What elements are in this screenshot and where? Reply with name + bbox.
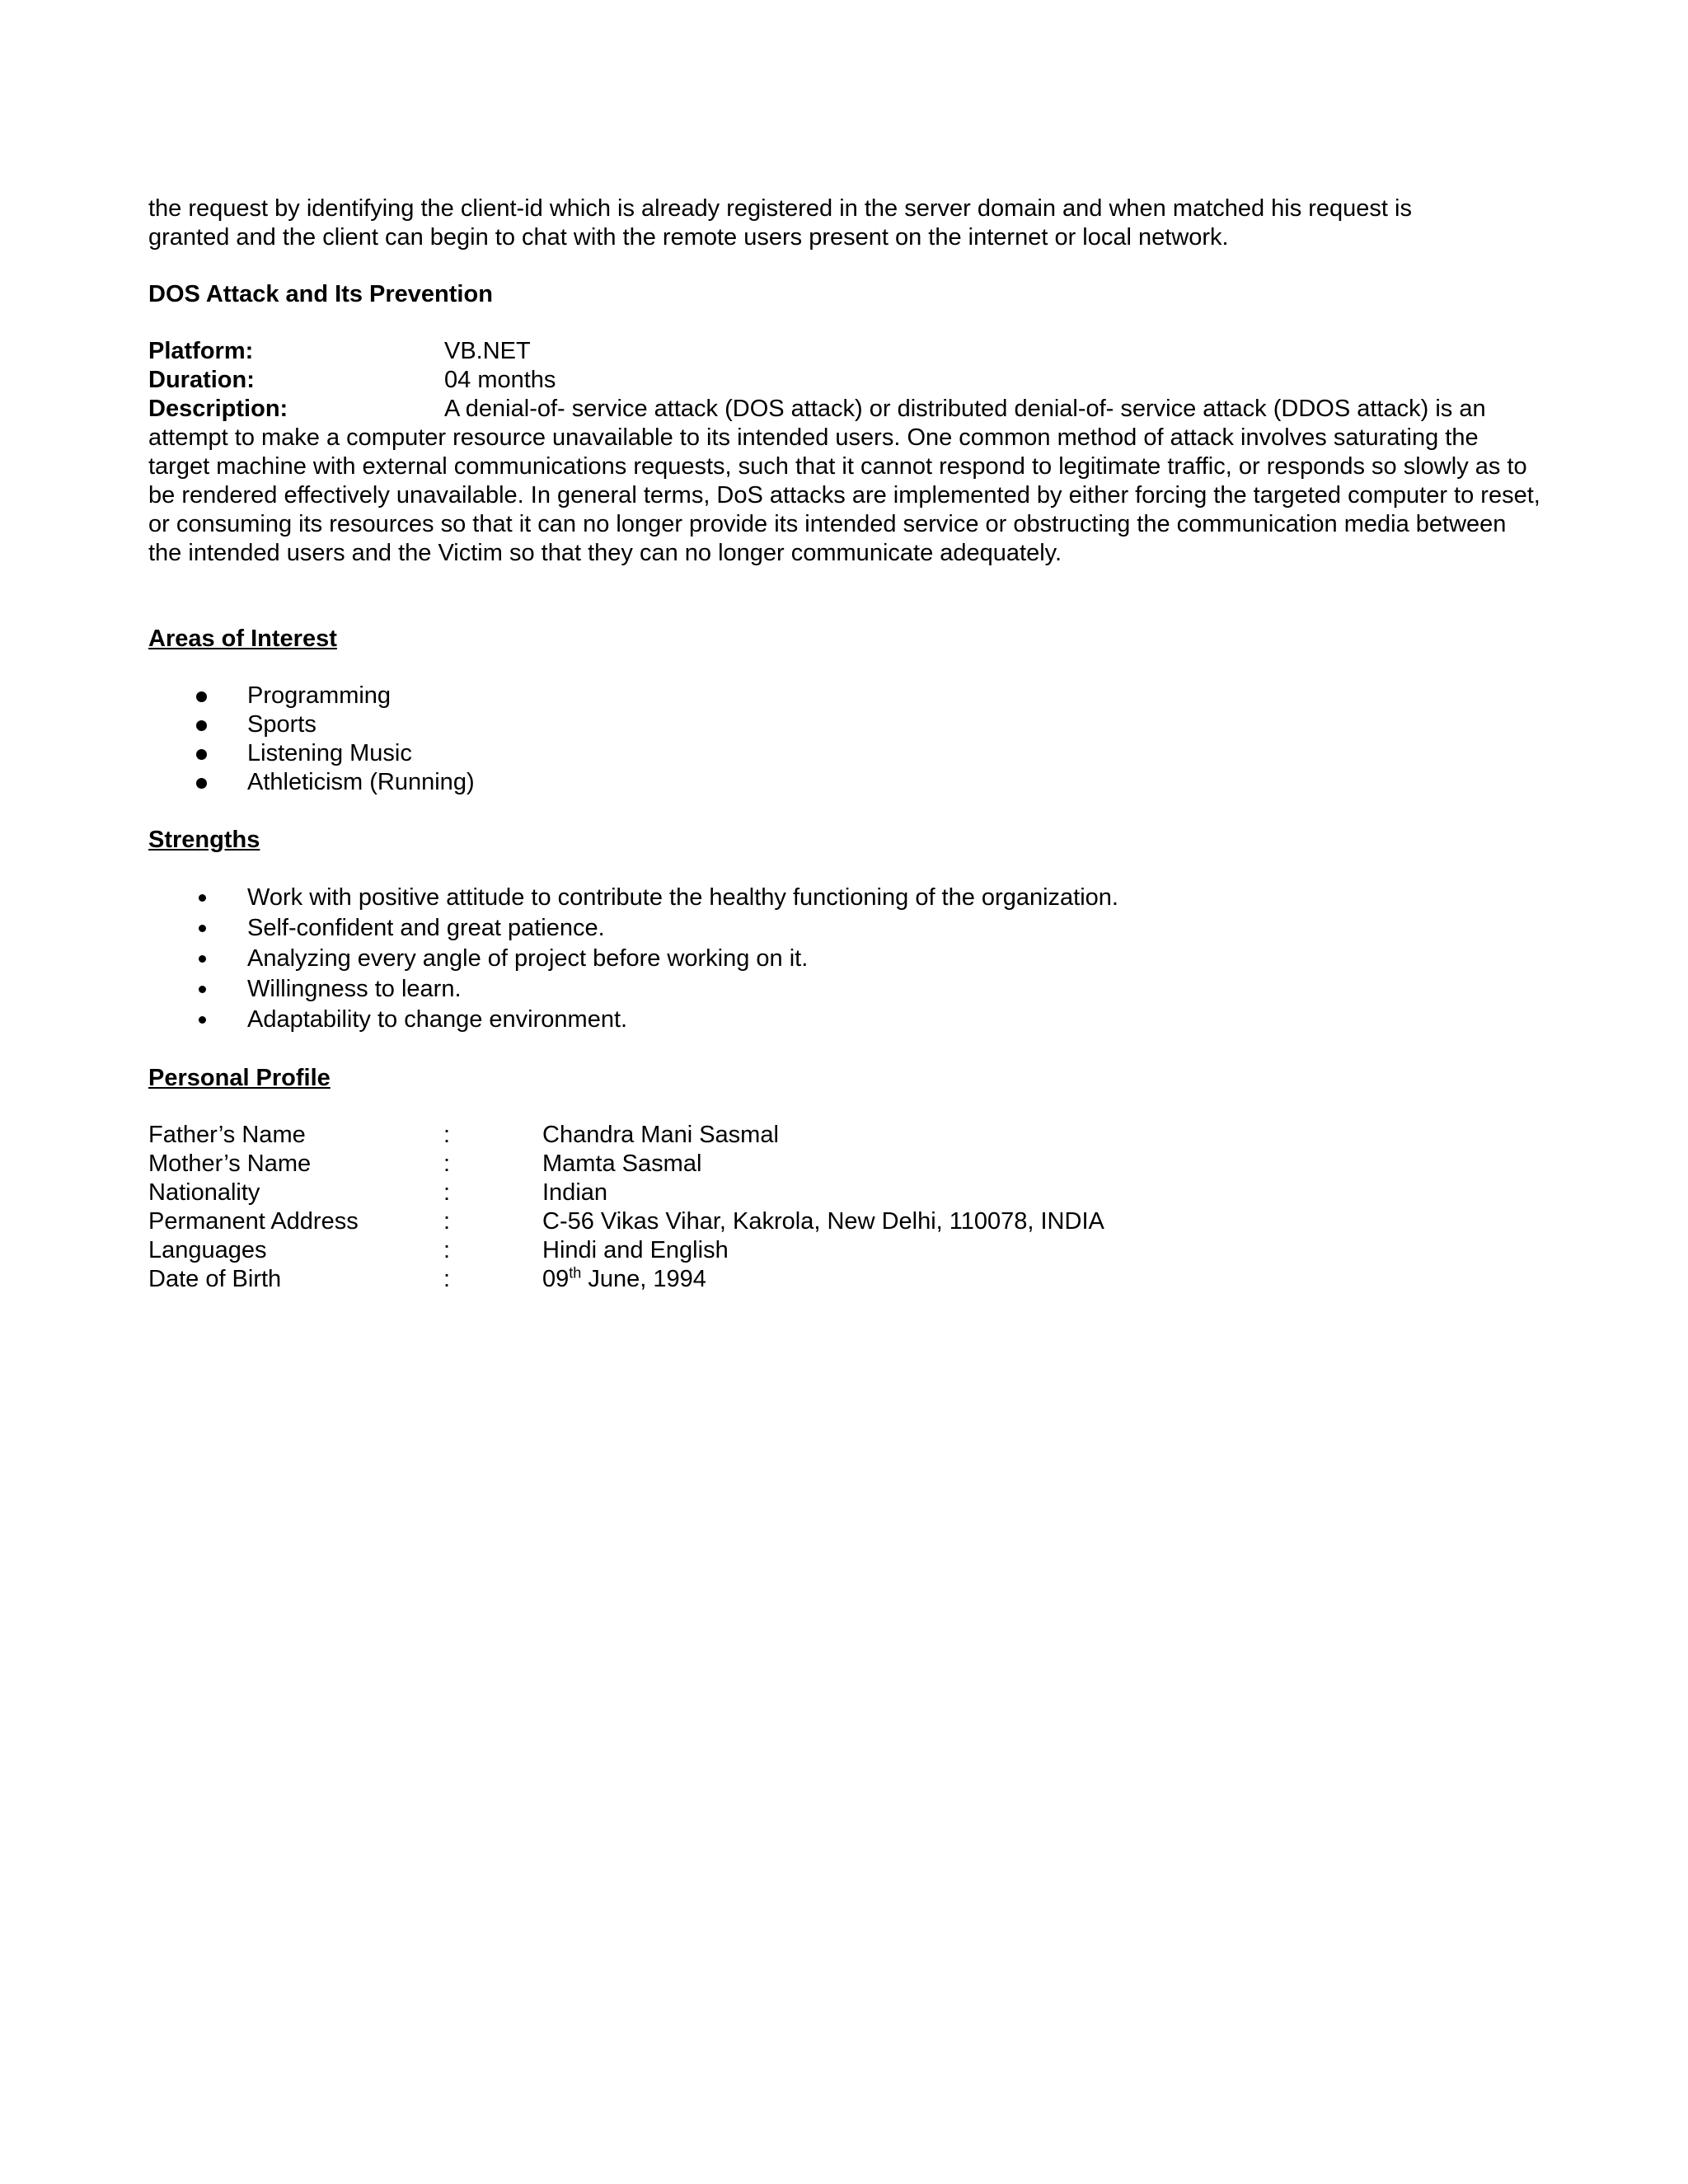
personal-profile-heading: Personal Profile (148, 1065, 331, 1091)
list-item-text: Sports (247, 711, 316, 738)
profile-key: Permanent Address (148, 1208, 359, 1235)
bullet-icon (199, 1016, 206, 1024)
profile-key: Nationality (148, 1179, 260, 1206)
personal-profile-table (148, 1121, 1541, 1294)
bullet-icon (199, 894, 206, 902)
platform-value: VB.NET (444, 338, 531, 364)
profile-separator: : (443, 1237, 451, 1263)
profile-key: Languages (148, 1237, 267, 1263)
profile-separator: : (443, 1266, 451, 1292)
list-item (148, 710, 1541, 739)
description-row (148, 395, 1541, 568)
bullet-icon (196, 720, 207, 731)
page-content (148, 194, 1541, 1294)
list-item (148, 883, 1541, 913)
dob-day-suffix: th (569, 1264, 582, 1282)
profile-value: C-56 Vikas Vihar, Kakrola, New Delhi, 110078, INDIA (542, 1208, 1104, 1235)
list-item-text: Willingness to learn. (247, 976, 462, 1002)
platform-label: Platform: (148, 338, 254, 364)
intro-line-2: granted and the client can begin to chat with the remote users present on the internet or local network. (148, 224, 1229, 251)
duration-value: 04 months (444, 367, 556, 393)
duration-row (148, 366, 1541, 395)
list-item-text: Self-confident and great patience. (247, 915, 605, 941)
profile-row (148, 1150, 1541, 1179)
profile-value: Mamta Sasmal (542, 1151, 702, 1177)
description-label: Description: (148, 396, 288, 422)
list-item (148, 944, 1541, 974)
profile-value: Hindi and English (542, 1237, 729, 1263)
profile-separator: : (443, 1151, 451, 1177)
description-text: A denial-of- service attack (DOS attack) or distributed denial-of- service attack (DDOS attack) is an attempt to make a computer resource unavailable to its intended users. One common method of attack involves saturating the target machine with external communications requests, such that it cannot respond to legitimate traffic, or responds so slowly as to be rendered effectively unavailable. In general terms, DoS attacks are implemented by either forcing the targeted computer to reset, or consuming its resources so that it can no longer provide its intended service or obstructing the communication media between the intended users and the Victim so that they can no longer communicate adequately. (148, 396, 1540, 566)
bullet-icon (199, 986, 206, 993)
profile-key: Father’s Name (148, 1122, 306, 1148)
profile-separator: : (443, 1208, 451, 1235)
profile-row (148, 1207, 1541, 1236)
profile-key: Mother’s Name (148, 1151, 312, 1177)
list-item-text: Work with positive attitude to contribute the healthy functioning of the organization. (247, 884, 1118, 911)
strengths-list (148, 883, 1541, 1035)
profile-value: Indian (542, 1179, 608, 1206)
profile-key: Date of Birth (148, 1266, 282, 1292)
dob-rest: June, 1994 (581, 1266, 706, 1292)
project-meta (148, 337, 1541, 568)
intro-line-1: the request by identifying the client-id which is already registered in the server domain and when matched his request is (148, 195, 1412, 222)
dob-day: 09 (542, 1266, 570, 1292)
list-item-text: Programming (247, 682, 392, 709)
platform-row (148, 337, 1541, 366)
project-title: DOS Attack and Its Prevention (148, 281, 493, 307)
list-item (148, 1005, 1541, 1035)
bullet-icon (196, 691, 207, 702)
profile-separator: : (443, 1179, 451, 1206)
profile-value: Chandra Mani Sasmal (542, 1122, 779, 1148)
bullet-icon (196, 749, 207, 760)
list-item-text: Adaptability to change environment. (247, 1006, 628, 1033)
profile-row-dob (148, 1265, 1541, 1294)
profile-row (148, 1121, 1541, 1150)
profile-separator: : (443, 1122, 451, 1148)
list-item (148, 913, 1541, 944)
list-item-text: Analyzing every angle of project before working on it. (247, 945, 809, 972)
bullet-icon (196, 778, 207, 789)
areas-of-interest-list (148, 682, 1541, 797)
areas-of-interest-heading: Areas of Interest (148, 626, 337, 652)
duration-label: Duration: (148, 367, 255, 393)
strengths-heading: Strengths (148, 827, 260, 853)
list-item (148, 739, 1541, 768)
list-item (148, 768, 1541, 797)
list-item-text: Athleticism (Running) (247, 769, 475, 795)
list-item (148, 682, 1541, 710)
list-item-text: Listening Music (247, 740, 412, 766)
profile-row (148, 1236, 1541, 1265)
profile-value-dob (542, 1265, 1541, 1294)
bullet-icon (199, 955, 206, 963)
profile-row (148, 1179, 1541, 1207)
list-item (148, 974, 1541, 1005)
bullet-icon (199, 925, 206, 932)
